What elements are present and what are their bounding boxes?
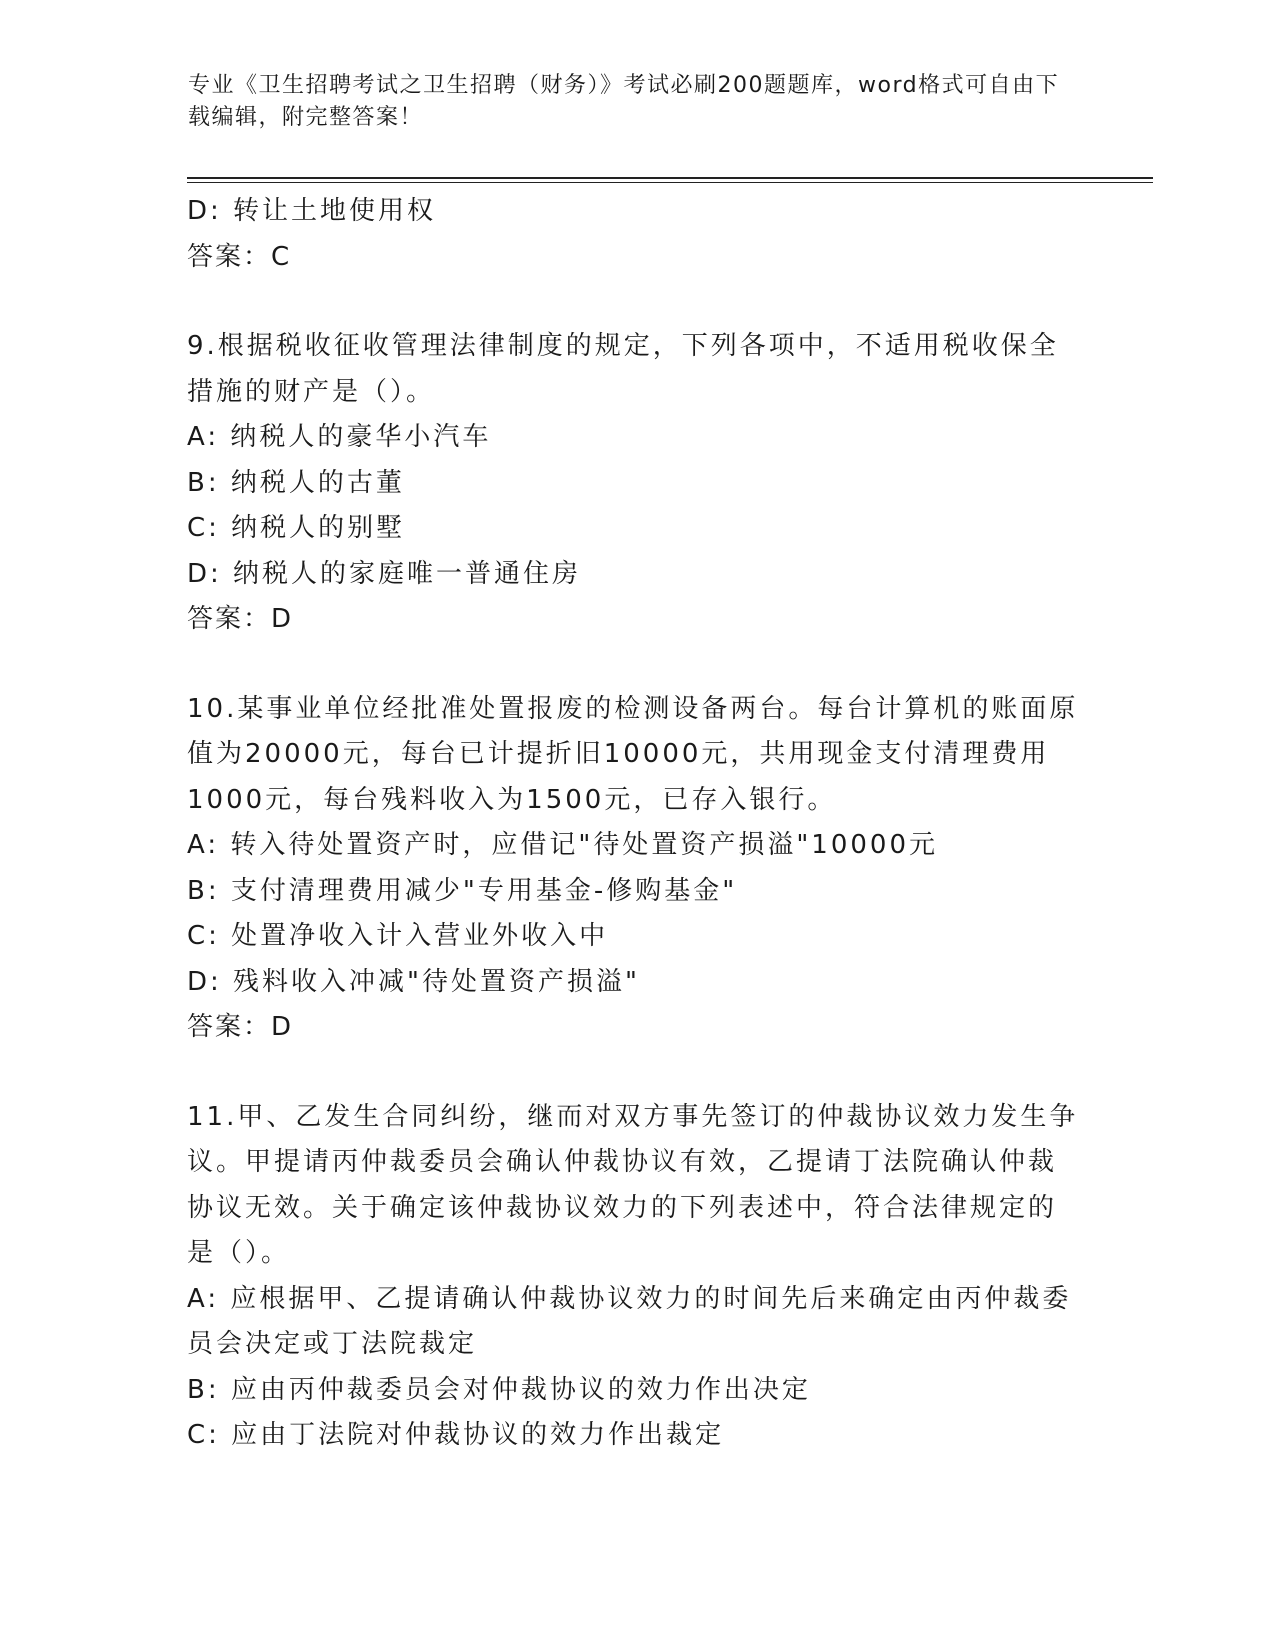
option-d: D: 转让土地使用权 bbox=[187, 196, 437, 226]
option-c: C: 处置净收入计入营业外收入中 bbox=[187, 921, 609, 951]
answer-line: 答案：D bbox=[187, 1012, 294, 1042]
page-header: 专业《卫生招聘考试之卫生招聘（财务）》考试必刷200题题库，word格式可自由下载编辑，附完整答案！ bbox=[188, 73, 1060, 130]
option-d: D: 纳税人的家庭唯一普通住房 bbox=[187, 558, 582, 589]
question-text: 10.某事业单位经批准处置报废的检测设备两台。每台计算机的账面原 bbox=[187, 693, 1079, 724]
option-a: A: 应根据甲、乙提请确认仲裁协议效力的时间先后来确定由丙仲裁委 bbox=[187, 1283, 1072, 1314]
answer-line: 答案：D bbox=[187, 604, 294, 634]
option-b: B: 纳税人的古董 bbox=[187, 467, 405, 498]
option-b: B: 支付清理费用减少"专用基金-修购基金" bbox=[187, 875, 738, 906]
option-d: D: 残料收入冲减"待处置资产损溢" bbox=[187, 966, 640, 997]
header-divider bbox=[187, 177, 1153, 179]
option-c: C: 应由丁法院对仲裁协议的效力作出裁定 bbox=[187, 1420, 725, 1450]
question-block bbox=[187, 687, 1087, 1051]
option-a: A: 纳税人的豪华小汽车 bbox=[187, 422, 492, 452]
question-text: 1000元，每台残料收入为1500元，已存入银行。 bbox=[187, 784, 837, 815]
question-text: 措施的财产是（）。 bbox=[187, 376, 436, 407]
option-c: C: 纳税人的别墅 bbox=[187, 513, 406, 543]
question-text: 是（）。 bbox=[187, 1238, 291, 1268]
question-text: 协议无效。关于确定该仲裁协议效力的下列表述中，符合法律规定的 bbox=[187, 1192, 1058, 1223]
option-a-continued: 员会决定或丁法院裁定 bbox=[187, 1329, 478, 1359]
question-text: 值为20000元，每台已计提折旧10000元，共用现金支付清理费用 bbox=[187, 739, 1050, 769]
question-text: 9.根据税收征收管理法律制度的规定，下列各项中，不适用税收保全 bbox=[187, 331, 1059, 361]
option-b: B: 应由丙仲裁委员会对仲裁协议的效力作出决定 bbox=[187, 1374, 811, 1405]
option-a: A: 转入待处置资产时，应借记"待处置资产损溢"10000元 bbox=[187, 830, 938, 860]
question-block bbox=[187, 324, 1087, 643]
answer-line: 答案：C bbox=[187, 241, 292, 272]
question-block bbox=[187, 1095, 1087, 1459]
question-content bbox=[187, 189, 1087, 1459]
header-divider-thin bbox=[187, 182, 1153, 183]
question-text: 11.甲、乙发生合同纠纷，继而对双方事先签订的仲裁协议效力发生争 bbox=[187, 1101, 1079, 1132]
question-text: 议。甲提请丙仲裁委员会确认仲裁协议有效，乙提请丁法院确认仲裁 bbox=[187, 1147, 1058, 1177]
